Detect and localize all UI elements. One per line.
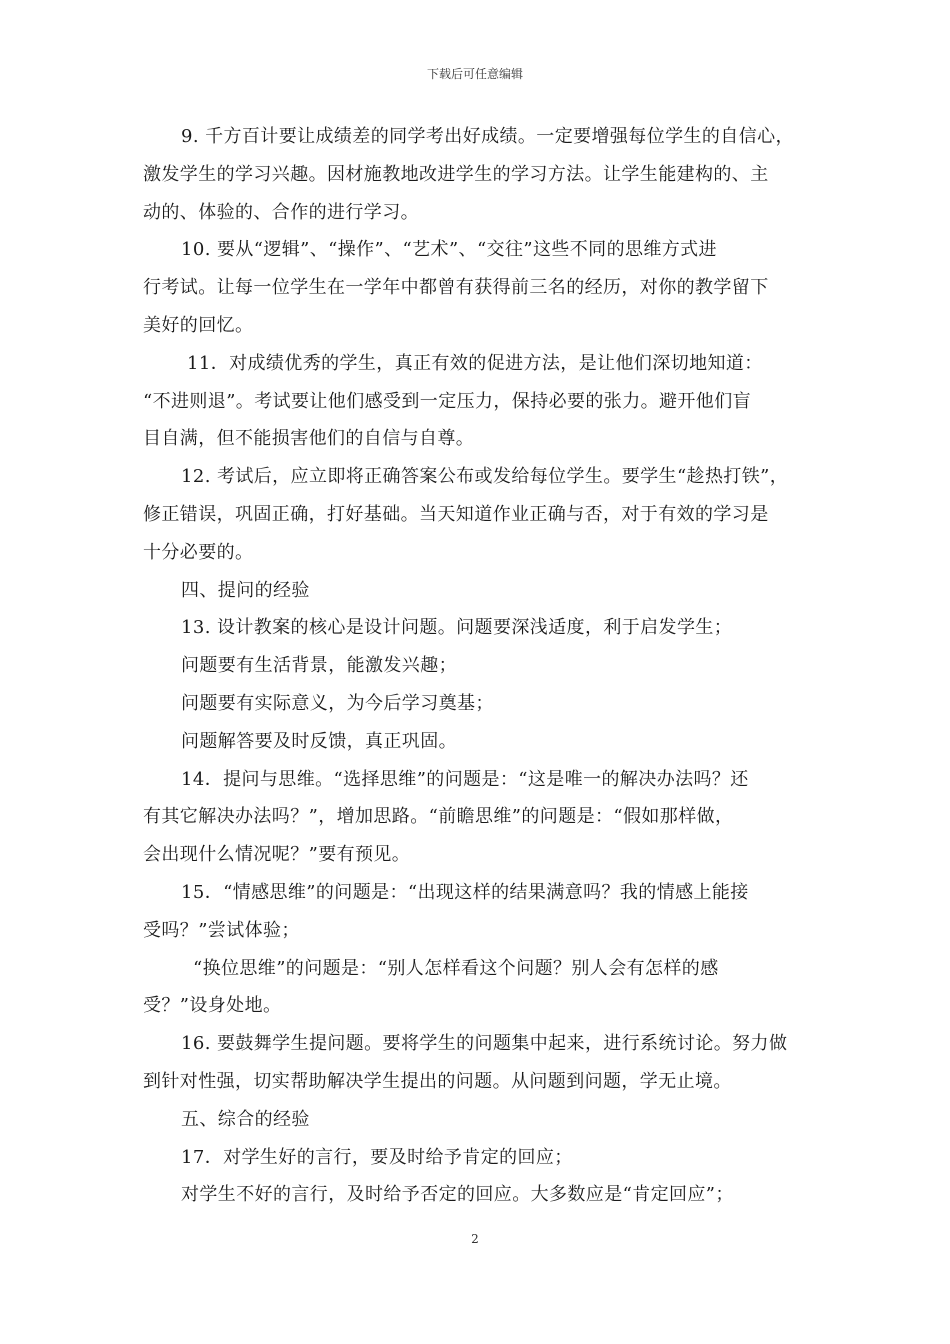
section-heading: 四、提问的经验 [181, 579, 310, 601]
paragraph-line: 到针对性强，切实帮助解决学生提出的问题。从问题到问题，学无止境。 [143, 1070, 732, 1092]
page-header: 下载后可任意编辑 [426, 67, 523, 81]
paragraph-line: “不进则退”。考试要让他们感受到一定压力，保持必要的张力。避开他们盲 [143, 390, 752, 412]
paragraph-line: 对学生不好的言行，及时给予否定的回应。大多数应是“肯定回应”； [181, 1184, 734, 1206]
paragraph-line: 9. 千方百计要让成绩差的同学考出好成绩。一定要增强每位学生的自信心， [181, 126, 794, 147]
paragraph-line: 修正错误，巩固正确，打好基础。当天知道作业正确与否，对于有效的学习是 [143, 503, 769, 525]
paragraph-line: 问题要有生活背景，能激发兴趣； [181, 655, 457, 677]
paragraph-line: 行考试。让每一位学生在一学年中都曾有获得前三名的经历，对你的教学留下 [143, 277, 769, 299]
paragraph-line: 激发学生的学习兴趣。因材施教地改进学生的学习方法。让学生能建构的、主 [143, 163, 769, 185]
paragraph-line: 16. 要鼓舞学生提问题。要将学生的问题集中起来，进行系统讨论。努力做 [181, 1033, 788, 1055]
paragraph-line: 十分必要的。 [143, 541, 254, 563]
paragraph-line: 14．提问与思维。“选择思维”的问题是：“这是唯一的解决办法吗？还 [181, 768, 749, 790]
paragraph-line: 12. 考试后，应立即将正确答案公布或发给每位学生。要学生“趁热打铁”， [181, 466, 789, 488]
paragraph-line: 动的、体验的、合作的进行学习。 [143, 201, 419, 223]
paragraph-line: “换位思维”的问题是：“别人怎样看这个问题？别人会有怎样的感 [193, 957, 719, 979]
paragraph-line: 15．“情感思维”的问题是：“出现这样的结果满意吗？我的情感上能接 [181, 881, 749, 903]
page-number: 2 [471, 1232, 479, 1246]
paragraph-line: 会出现什么情况呢？”要有预见。 [143, 844, 411, 866]
paragraph-line: 目自满，但不能损害他们的自信与自尊。 [143, 428, 475, 450]
document-body [143, 118, 807, 1214]
paragraph-line: 问题解答要及时反馈，真正巩固。 [181, 730, 457, 752]
paragraph-line: 问题要有实际意义，为今后学习奠基； [181, 692, 494, 714]
paragraph-line: 美好的回忆。 [143, 314, 254, 336]
paragraph-line: 13. 设计教案的核心是设计问题。问题要深浅适度，利于启发学生； [181, 617, 733, 639]
section-heading: 五、综合的经验 [181, 1108, 310, 1130]
paragraph-line: 11．对成绩优秀的学生，真正有效的促进方法，是让他们深切地知道： [187, 352, 763, 374]
paragraph-line: 有其它解决办法吗？”，增加思路。“前瞻思维”的问题是：“假如那样做， [143, 806, 734, 828]
paragraph-line: 受？”设身处地。 [143, 995, 282, 1017]
paragraph-line: 受吗？”尝试体验； [143, 919, 300, 941]
paragraph-line: 10. 要从“逻辑”、“操作”、“艺术”、“交往”这些不同的思维方式进 [181, 239, 717, 261]
paragraph-line: 17．对学生好的言行，要及时给予肯定的回应； [181, 1146, 573, 1168]
